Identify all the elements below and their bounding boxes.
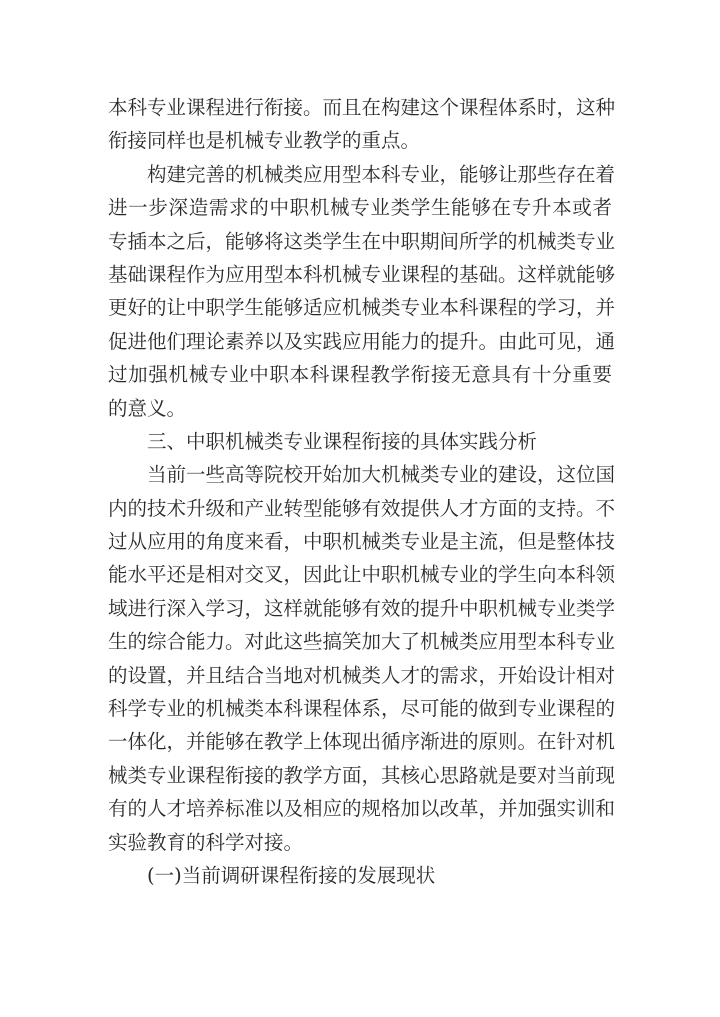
text-line: 进一步深造需求的中职机械专业类学生能够在专升本或者 <box>108 196 612 220</box>
text-line: 过从应用的角度来看，中职机械类专业是主流，但是整体技 <box>108 530 616 554</box>
text-line: 的设置，并且结合当地对机械类人才的需求，开始设计相对 <box>108 663 616 687</box>
text-line: 实验教育的科学对接。 <box>108 830 304 854</box>
body-text <box>108 91 616 892</box>
text-line: 域进行深入学习，这样就能够有效的提升中职机械专业类学 <box>108 596 616 620</box>
text-line: 当前一些高等院校开始加大机械类专业的建设，这位国 <box>147 463 616 487</box>
subsection-heading: (一)当前调研课程衔接的发展现状 <box>147 863 436 887</box>
text-line: 过加强机械专业中职本科课程教学衔接无意具有十分重要 <box>108 363 612 387</box>
text-line: 促进他们理论素养以及实践应用能力的提升。由此可见，通 <box>108 329 616 353</box>
text-line: 一体化，并能够在教学上体现出循序渐进的原则。在针对机 <box>108 730 616 754</box>
text-line: 专插本之后，能够将这类学生在中职期间所学的机械类专业 <box>108 229 616 253</box>
text-line: 科学专业的机械类本科课程体系，尽可能的做到专业课程的 <box>108 697 616 721</box>
text-line: 有的人才培养标准以及相应的规格加以改革，并加强实训和 <box>108 797 616 821</box>
text-line: 衔接同样也是机械专业教学的重点。 <box>108 129 421 153</box>
text-line: 的意义。 <box>108 396 187 420</box>
text-line: 基础课程作为应用型本科机械专业课程的基础。这样就能够 <box>108 262 616 286</box>
text-line: 械类专业课程衔接的教学方面，其核心思路就是要对当前现 <box>108 763 616 787</box>
text-line: 能水平还是相对交叉，因此让中职机械专业的学生向本科领 <box>108 563 616 587</box>
section-heading: 三、中职机械类专业课程衔接的具体实践分析 <box>147 429 538 453</box>
text-line: 内的技术升级和产业转型能够有效提供人才方面的支持。不 <box>108 496 616 520</box>
text-line: 本科专业课程进行衔接。而且在构建这个课程体系时，这种 <box>108 96 616 119</box>
text-line: 构建完善的机械类应用型本科专业，能够让那些存在着 <box>147 162 616 186</box>
text-line: 生的综合能力。对此这些搞笑加大了机械类应用型本科专业 <box>108 630 616 654</box>
text-line: 更好的让中职学生能够适应机械类专业本科课程的学习，并 <box>108 296 616 320</box>
